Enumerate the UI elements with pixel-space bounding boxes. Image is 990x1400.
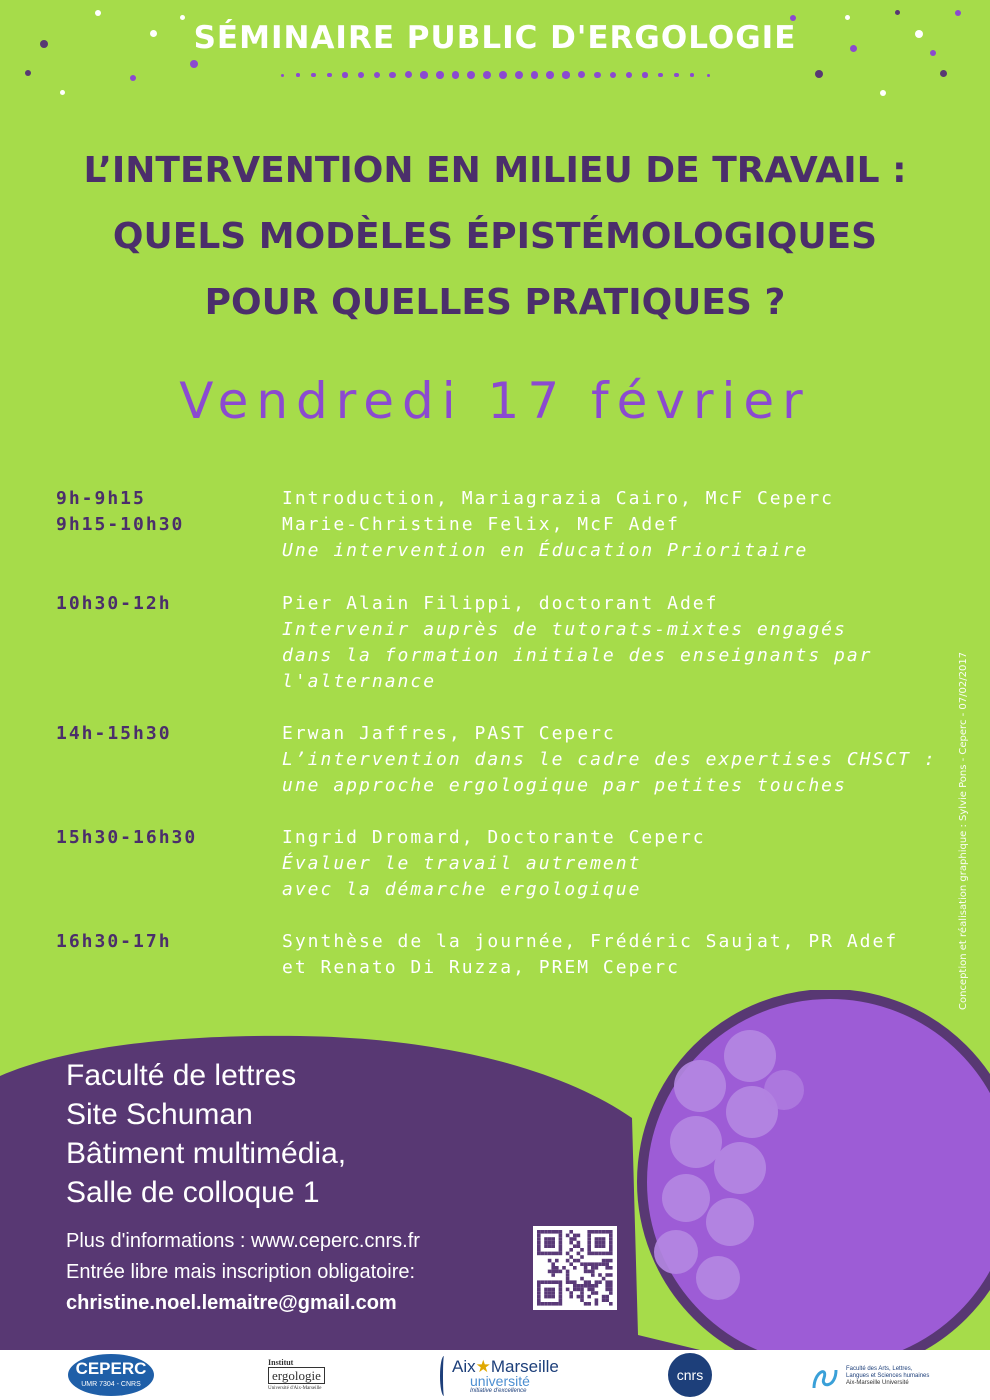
divider-dot	[358, 72, 364, 78]
program-desc	[282, 929, 898, 981]
divider-dot	[311, 73, 315, 77]
divider-dot	[405, 71, 412, 78]
program-talk-title: L’intervention dans le cadre des expertises CHSCT :	[282, 749, 937, 770]
decorative-dot	[815, 70, 823, 78]
divider-dot	[452, 71, 460, 79]
program-time: 15h30-16h30	[56, 827, 198, 848]
program-desc	[282, 486, 834, 512]
divider-dot	[467, 71, 475, 79]
divider-dot	[327, 73, 332, 78]
purple-ball	[642, 994, 990, 1350]
divider-dot	[707, 74, 710, 77]
program-speaker: Synthèse de la journée, Frédéric Saujat, PR Adef	[282, 931, 899, 952]
divider-dot	[642, 72, 647, 77]
program-talk-title: Intervenir auprès de tutorats-mixtes engagés	[282, 619, 847, 640]
program-talk-title: l'alternance	[282, 671, 437, 692]
program-item	[56, 825, 197, 851]
divider-dot	[546, 71, 554, 79]
venue-line: Site Schuman	[66, 1098, 253, 1131]
institut-ergologie-logo	[268, 1358, 342, 1396]
program-desc	[282, 721, 937, 799]
divider-dot	[658, 73, 663, 78]
graphic-credit: Conception et réalisation graphique : Sylvie Pons - Ceperc - 07/02/2017	[958, 651, 969, 1010]
ceperc-logo-text: CEPERC	[75, 1359, 147, 1378]
program-speaker: Marie-Christine Felix, McF Adef	[282, 514, 680, 535]
divider-dot	[420, 71, 427, 78]
divider-dot	[578, 71, 585, 78]
faculty-line: Langues et Sciences humaines	[846, 1373, 930, 1379]
decorative-dot	[25, 70, 31, 76]
amu-text-3: université	[470, 1373, 530, 1389]
registration-note: Entrée libre mais inscription obligatoire:	[66, 1261, 416, 1283]
venue-address	[66, 1056, 346, 1212]
amu-text-2: Marseille	[490, 1357, 559, 1376]
venue-line: Faculté de lettres	[66, 1059, 297, 1092]
footer-logos	[0, 1350, 990, 1400]
decorative-dot	[880, 90, 886, 96]
program-item	[56, 512, 184, 538]
info-block	[66, 1226, 420, 1319]
decorative-dot	[955, 10, 961, 16]
ceperc-logo	[68, 1354, 154, 1396]
divider-dot	[594, 72, 601, 79]
divider-dot	[610, 72, 616, 78]
divider-dot	[499, 71, 507, 79]
divider-dot	[281, 74, 284, 77]
program-speaker: Introduction, Mariagrazia Cairo, McF Ceperc	[282, 488, 834, 509]
program-speaker: Ingrid Dromard, Doctorante Ceperc	[282, 827, 706, 848]
program-time: 9h-9h15	[56, 488, 146, 509]
program-speaker: Pier Alain Filippi, doctorant Adef	[282, 593, 719, 614]
faculty-line: Faculté des Arts, Lettres,	[846, 1366, 913, 1372]
faculty-logo-icon	[810, 1362, 840, 1392]
cnrs-logo: cnrs	[668, 1353, 712, 1397]
decorative-dot	[95, 10, 101, 16]
program-item	[56, 591, 172, 617]
program-time: 16h30-17h	[56, 931, 172, 952]
program-item	[56, 486, 146, 512]
main-title	[0, 138, 990, 336]
program-time: 14h-15h30	[56, 723, 172, 744]
decorative-dot	[940, 70, 947, 77]
star-icon: ★	[475, 1357, 491, 1376]
program-talk-title: Une intervention en Éducation Prioritaire	[282, 540, 809, 561]
program-time: 10h30-12h	[56, 593, 172, 614]
program-item	[56, 721, 172, 747]
institut-text: Institut	[268, 1358, 294, 1367]
program-talk-title: avec la démarche ergologique	[282, 879, 642, 900]
divider-dot	[436, 71, 444, 79]
program-talk-title: Évaluer le travail autrement	[282, 853, 642, 874]
event-date: Vendredi 17 février	[179, 372, 811, 430]
faculty-logo	[846, 1366, 929, 1387]
divider-dot	[483, 71, 491, 79]
venue-line: Salle de colloque 1	[66, 1176, 320, 1209]
institut-sub: Université d'Aix-Marseille	[268, 1386, 322, 1391]
divider-dot	[674, 73, 678, 77]
program-desc	[282, 825, 706, 903]
divider-dot	[296, 73, 300, 77]
venue-line: Bâtiment multimédia,	[66, 1137, 347, 1170]
divider-dot	[515, 71, 523, 79]
program-speaker: et Renato Di Ruzza, PREM Ceperc	[282, 957, 680, 978]
program-desc	[282, 591, 873, 695]
faculty-line: Aix-Marseille Université	[846, 1380, 909, 1386]
amu-text-4: Initiative d'excellence	[470, 1388, 527, 1394]
ergologie-text: ergologie	[268, 1367, 325, 1384]
main-title-line-1: L’INTERVENTION EN MILIEU DE TRAVAIL :	[83, 150, 907, 191]
program-talk-title: dans la formation initiale des enseignants par	[282, 645, 873, 666]
qr-code[interactable]	[533, 1226, 617, 1310]
program-talk-title: une approche ergologique par petites touches	[282, 775, 847, 796]
program-item	[56, 929, 172, 955]
decorative-dot	[190, 60, 198, 68]
amu-text-1: Aix	[452, 1357, 476, 1376]
decorative-dot	[130, 75, 136, 81]
main-title-line-2: QUELS MODÈLES ÉPISTÉMOLOGIQUES	[112, 216, 878, 257]
contact-email[interactable]: christine.noel.lemaitre@gmail.com	[66, 1292, 397, 1314]
program-desc	[282, 512, 808, 564]
ceperc-logo-sub: UMR 7304 - CNRS	[81, 1381, 141, 1388]
decorative-dot	[895, 10, 900, 15]
divider-dot	[389, 72, 396, 79]
main-title-line-3: POUR QUELLES PRATIQUES ?	[204, 282, 786, 323]
divider-dot	[690, 73, 694, 77]
program-time: 9h15-10h30	[56, 514, 185, 535]
divider-dot	[562, 71, 569, 78]
divider-dot	[531, 71, 539, 79]
divider-dot	[342, 72, 347, 77]
qr-code-image	[533, 1226, 617, 1310]
program-speaker: Erwan Jaffres, PAST Ceperc	[282, 723, 616, 744]
decorative-dot	[60, 90, 65, 95]
divider-dot	[626, 72, 632, 78]
divider-dot	[374, 72, 380, 78]
amu-logo	[440, 1356, 570, 1398]
more-info-link[interactable]: Plus d'informations : www.ceperc.cnrs.fr	[66, 1230, 420, 1252]
header-title: SÉMINAIRE PUBLIC D'ERGOLOGIE	[193, 20, 797, 56]
